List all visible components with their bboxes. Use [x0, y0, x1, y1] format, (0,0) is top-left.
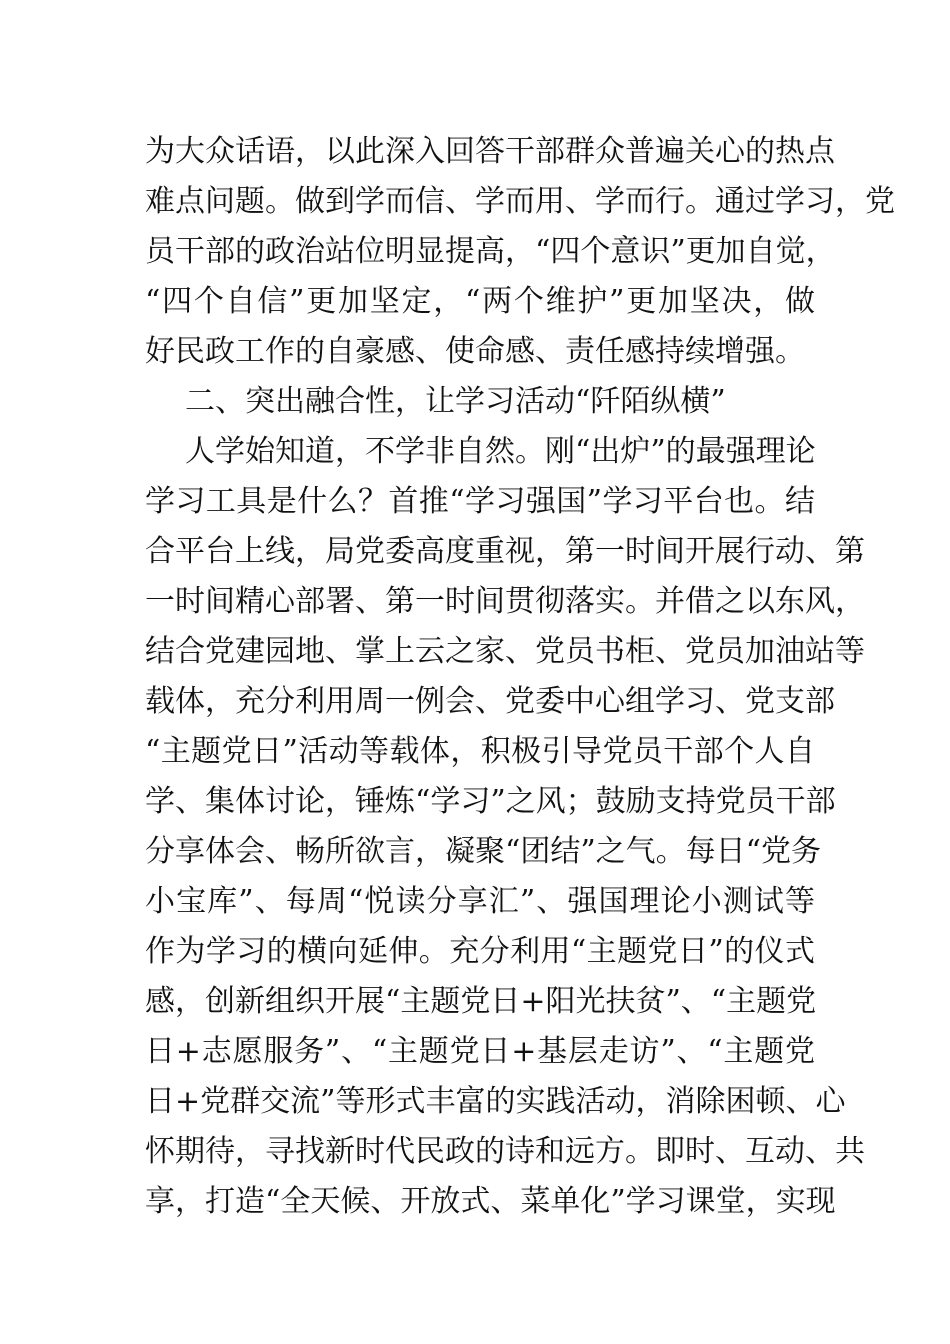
text-line: 学、集体讨论，锤炼“学习”之风；鼓励支持党员干部	[145, 784, 836, 819]
text-line: 日+志愿服务”、“主题党日+基层走访”、“主题党	[145, 1034, 815, 1069]
text-line: 作为学习的横向延伸。充分利用“主题党日”的仪式	[145, 934, 815, 969]
text-line: 为大众话语，以此深入回答干部群众普遍关心的热点	[145, 134, 835, 169]
text-line: 合平台上线，局党委高度重视，第一时间开展行动、第	[145, 534, 865, 569]
text-line: 分享体会、畅所欲言，凝聚“团结”之气。每日“党务	[145, 834, 822, 869]
text-line: 人学始知道，不学非自然。刚“出炉”的最强理论	[185, 434, 816, 469]
text-line: 享，打造“全天候、开放式、菜单化”学习课堂，实现	[145, 1184, 836, 1219]
text-line: 怀期待，寻找新时代民政的诗和远方。即时、互动、共	[145, 1134, 865, 1169]
text-line: 学习工具是什么？首推“学习强国”学习平台也。结	[145, 484, 815, 519]
text-line: 结合党建园地、掌上云之家、党员书柜、党员加油站等	[145, 634, 865, 669]
text-line: 日+党群交流”等形式丰富的实践活动，消除困顿、心	[145, 1084, 846, 1119]
section-heading: 二、突出融合性，让学习活动“阡陌纵横”	[185, 384, 726, 419]
text-line: 难点问题。做到学而信、学而用、学而行。通过学习，党	[145, 184, 895, 219]
text-line: 感，创新组织开展“主题党日+阳光扶贫”、“主题党	[145, 984, 817, 1019]
text-line: 员干部的政治站位明显提高，“四个意识”更加自觉，	[145, 234, 836, 269]
text-line: “主题党日”活动等载体，积极引导党员干部个人自	[145, 734, 815, 769]
text-line: 小宝库”、每周“悦读分享汇”、强国理论小测试等	[145, 884, 815, 919]
text-line: 一时间精心部署、第一时间贯彻落实。并借之以东风，	[145, 584, 865, 619]
text-line: 载体，充分利用周一例会、党委中心组学习、党支部	[145, 684, 835, 719]
text-line: 好民政工作的自豪感、使命感、责任感持续增强。	[145, 334, 805, 369]
text-line: “四个自信”更加坚定，“两个维护”更加坚决，做	[145, 284, 815, 319]
